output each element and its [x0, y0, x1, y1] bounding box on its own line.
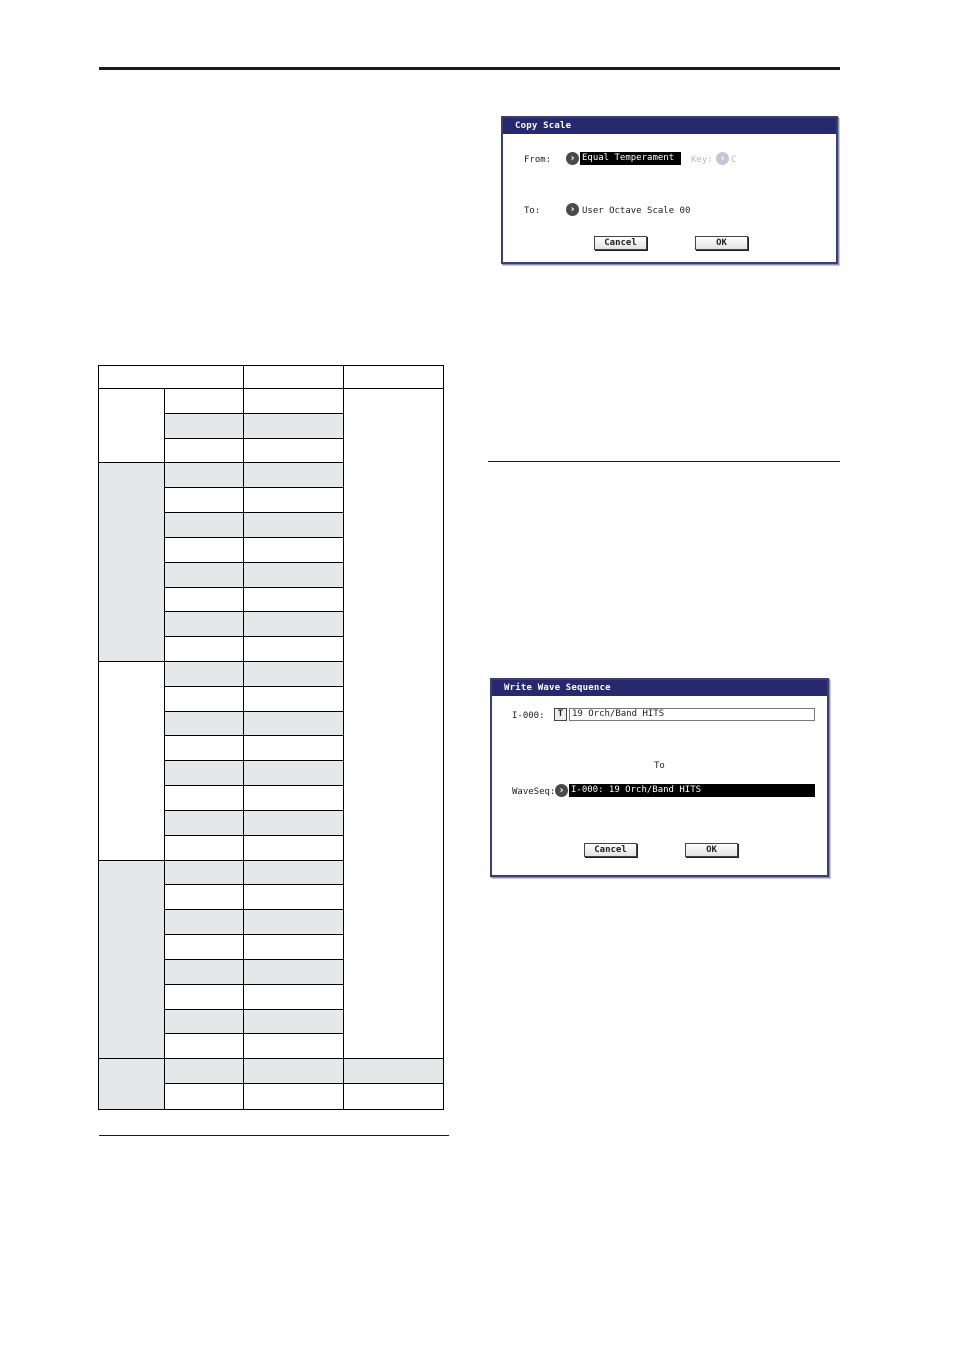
- table-row-line: [164, 1033, 343, 1034]
- table-row-line: [164, 1083, 343, 1084]
- table-row: [164, 661, 343, 686]
- table-row-line: [164, 760, 343, 761]
- table-column-line: [243, 365, 244, 1110]
- key-label: Key:: [691, 155, 713, 165]
- table-row-line: [164, 413, 343, 414]
- table-row-line: [164, 1009, 343, 1010]
- table-border-right: [443, 365, 444, 1110]
- from-label: From:: [524, 155, 552, 165]
- table-row: [164, 537, 343, 562]
- ok-button[interactable]: OK: [685, 843, 738, 857]
- to-scale-field[interactable]: User Octave Scale 00: [582, 206, 691, 216]
- table-row-line: [164, 959, 343, 960]
- dialog-title: Copy Scale: [503, 118, 836, 134]
- table-row-line: [164, 909, 343, 910]
- table-row-line: [164, 686, 343, 687]
- ok-button[interactable]: OK: [695, 236, 748, 250]
- wave-seq-field[interactable]: I-000: 19 Orch/Band HITS: [569, 784, 815, 797]
- copy-scale-dialog: [501, 116, 838, 264]
- wave-seq-select-icon[interactable]: ›: [555, 784, 568, 797]
- table-column-line: [343, 365, 344, 1110]
- table-row: [164, 487, 343, 512]
- table-row-line: [164, 462, 343, 463]
- table-header-line: [98, 388, 444, 389]
- table-row-line: [164, 785, 343, 786]
- dialog-title: Write Wave Sequence: [492, 680, 827, 696]
- table-row: [164, 1083, 343, 1110]
- table-row-line: [164, 835, 343, 836]
- table-border-bottom: [98, 1109, 444, 1110]
- table-row-line: [164, 735, 343, 736]
- table-row-line: [164, 512, 343, 513]
- to-label: To: [654, 761, 665, 771]
- table-row: [164, 636, 343, 661]
- table-row-line: [164, 661, 343, 662]
- table-row: [164, 934, 343, 959]
- table-row: [164, 860, 343, 884]
- key-select-icon[interactable]: ›: [716, 152, 729, 165]
- write-wave-sequence-dialog: [490, 678, 829, 877]
- text-edit-button[interactable]: T: [554, 708, 567, 721]
- table-row-line: [164, 562, 343, 563]
- table-row: [164, 388, 343, 413]
- wave-seq-label: WaveSeq:: [512, 787, 556, 797]
- table-row: [164, 810, 343, 835]
- from-scale-field[interactable]: Equal Temperament: [580, 152, 681, 165]
- header-rule: [99, 67, 840, 70]
- table-row-line: [164, 487, 343, 488]
- table-row: [164, 785, 343, 810]
- table-row: [343, 1058, 444, 1083]
- table-group-cell: [98, 860, 164, 1058]
- cancel-button[interactable]: Cancel: [584, 843, 637, 857]
- table-row: [164, 686, 343, 711]
- table-row-line: [164, 934, 343, 935]
- table-row-line: [164, 860, 343, 861]
- table-row-line: [164, 884, 343, 885]
- table-row-line: [164, 537, 343, 538]
- table-row: [164, 587, 343, 611]
- table-row-line: [164, 711, 343, 712]
- table-border-top: [98, 365, 444, 366]
- source-label: I-000:: [512, 711, 545, 721]
- table-row: [164, 711, 343, 735]
- table-row: [164, 909, 343, 934]
- data-table: [98, 365, 444, 1110]
- table-row: [164, 512, 343, 537]
- table-row-line: [164, 611, 343, 612]
- table-row: [164, 438, 343, 462]
- table-row: [164, 1009, 343, 1033]
- from-select-icon[interactable]: ›: [566, 152, 579, 165]
- to-select-icon[interactable]: ›: [566, 203, 579, 216]
- table-row-line: [164, 587, 343, 588]
- table-row-line: [164, 1058, 343, 1059]
- table-row-line: [343, 1058, 444, 1059]
- table-row-line: [164, 438, 343, 439]
- name-input[interactable]: 19 Orch/Band HITS: [569, 708, 815, 721]
- table-row: [164, 413, 343, 438]
- table-group-cell: [98, 1058, 164, 1110]
- table-row: [164, 984, 343, 1009]
- table-border-left: [98, 365, 99, 1110]
- table-row: [164, 462, 343, 487]
- table-column-line: [164, 388, 165, 1110]
- table-row: [164, 735, 343, 760]
- table-row: [164, 562, 343, 587]
- table-row: [164, 611, 343, 636]
- table-row-line: [164, 984, 343, 985]
- table-row-line: [343, 1083, 444, 1084]
- table-row: [164, 835, 343, 860]
- key-value: C: [731, 155, 737, 165]
- table-row: [164, 760, 343, 785]
- section-rule-left: [99, 1135, 449, 1136]
- table-row: [164, 1058, 343, 1083]
- section-rule-right: [488, 461, 840, 462]
- table-row: [164, 959, 343, 984]
- table-row-line: [164, 810, 343, 811]
- table-group-cell: [98, 462, 164, 661]
- table-row: [164, 884, 343, 909]
- cancel-button[interactable]: Cancel: [594, 236, 647, 250]
- table-row-line: [164, 636, 343, 637]
- to-label: To:: [524, 206, 541, 216]
- table-row: [164, 1033, 343, 1058]
